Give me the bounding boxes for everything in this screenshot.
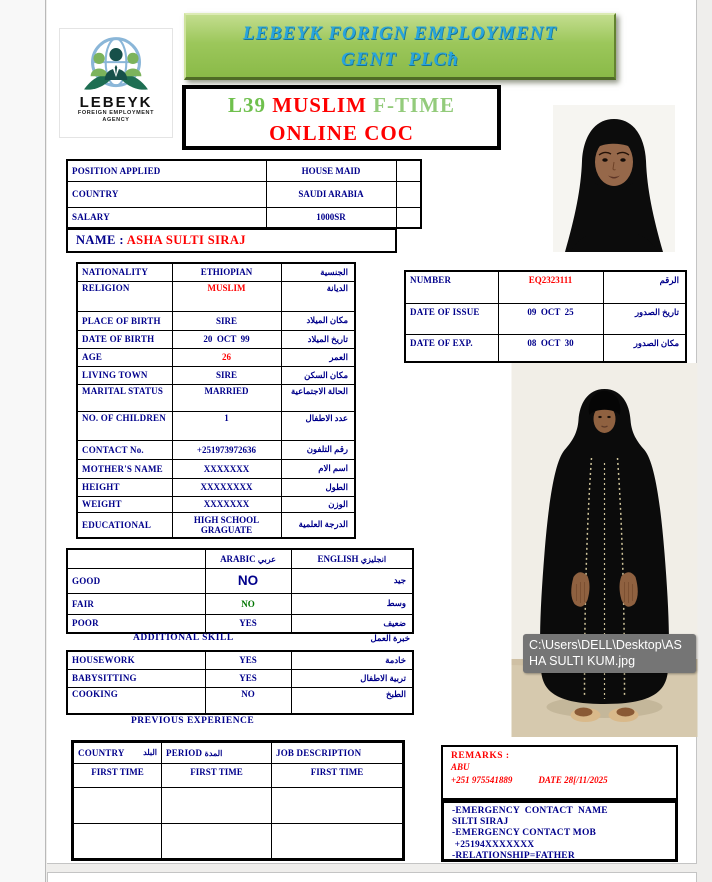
applicant-fullbody-photo[interactable] xyxy=(511,363,698,737)
exp-cell xyxy=(162,824,272,860)
empty-cell xyxy=(396,207,421,228)
name-separator: : xyxy=(115,233,127,247)
row-label: DATE OF EXP. xyxy=(405,334,498,362)
exp-header-period xyxy=(162,742,272,764)
row-arabic: تاريخ الميلاد xyxy=(281,330,355,348)
row-label: PLACE OF BIRTH xyxy=(77,311,172,330)
exp-cell: FIRST TIME xyxy=(73,764,162,788)
row-arabic: وسط xyxy=(291,593,413,614)
row-value: YES xyxy=(205,614,291,633)
row-arabic: مكان السكن xyxy=(281,366,355,384)
country-header-label: COUNTRY xyxy=(78,748,125,758)
row-label: DATE OF BIRTH xyxy=(77,330,172,348)
next-page-edge xyxy=(47,872,697,882)
fullbody-illustration xyxy=(511,363,698,737)
country-header-arabic: البلد xyxy=(143,748,157,757)
english-header-arabic: انجليزي xyxy=(360,554,387,564)
period-header-label: PERIOD xyxy=(166,748,203,758)
empty-cell xyxy=(396,160,421,181)
emergency-contact-name-label: -EMERGENCY CONTACT NAME xyxy=(452,806,608,816)
remarks-date: DATE 28[/11/2025 xyxy=(538,775,608,785)
emergency-contact-name: SILTI SIRAJ xyxy=(452,817,509,828)
row-value: XXXXXXX xyxy=(172,496,281,512)
row-value: 1 xyxy=(172,411,281,440)
language-header-arabic xyxy=(205,549,291,568)
position-applied-table xyxy=(66,159,422,229)
title-code: L39 xyxy=(227,93,266,117)
agency-banner xyxy=(184,13,616,80)
doc-title-line-2: ONLINE COC xyxy=(269,121,414,145)
title-word1: MUSLIM xyxy=(272,93,367,117)
row-value: HIGH SCHOOL GRAGUATE xyxy=(172,512,281,538)
additional-skill-title: ADDITIONAL SKILL xyxy=(133,633,234,643)
row-arabic: مكان الصدور xyxy=(603,334,686,362)
remarks-title: REMARKS : xyxy=(451,751,510,761)
additional-skill-title-arabic: خبرة العمل xyxy=(370,633,410,643)
row-label: RELIGION xyxy=(77,281,172,311)
row-value: 20 OCT 99 xyxy=(172,330,281,348)
row-value: YES xyxy=(205,651,291,669)
personal-info-table xyxy=(76,262,356,539)
row-label: POOR xyxy=(67,614,205,633)
exp-header-country xyxy=(73,742,162,764)
row-label: COUNTRY xyxy=(67,181,266,207)
row-value: NO xyxy=(205,593,291,614)
row-arabic: الجنسية xyxy=(281,263,355,281)
passport-info-table xyxy=(404,270,687,363)
row-arabic: تربية الاطفال xyxy=(291,669,413,687)
row-value: XXXXXXX xyxy=(172,459,281,478)
remarks-box xyxy=(441,745,678,800)
row-arabic: جيد xyxy=(291,568,413,593)
row-arabic: خادمة xyxy=(291,651,413,669)
row-value: NO xyxy=(205,568,291,593)
row-arabic: مكان الميلاد xyxy=(281,311,355,330)
arabic-header-arabic: عربي xyxy=(257,554,276,564)
name-label: NAME xyxy=(76,233,116,247)
row-value: ETHIOPIAN xyxy=(172,263,281,281)
row-label: MARITAL STATUS xyxy=(77,384,172,411)
row-label: HOUSEWORK xyxy=(67,651,205,669)
exp-header-job: JOB DESCRIPTION xyxy=(272,742,404,764)
applicant-name-banner xyxy=(66,228,397,253)
row-value: EQ2323111 xyxy=(498,271,603,303)
title-word2: F-TIME xyxy=(373,93,455,117)
viewer-left-margin xyxy=(0,0,46,882)
row-arabic: الرقم xyxy=(603,271,686,303)
photo-path-tooltip: C:\Users\DELL\Desktop\ASHA SULTI KUM.jpg xyxy=(523,634,696,673)
row-label: SALARY xyxy=(67,207,266,228)
row-value: 26 xyxy=(172,348,281,366)
row-label: LIVING TOWN xyxy=(77,366,172,384)
emergency-contact-mob-label: -EMERGENCY CONTACT MOB xyxy=(452,828,597,839)
logo-title: LEBEYK xyxy=(79,94,153,111)
row-arabic: الوزن xyxy=(281,496,355,512)
row-label: NUMBER xyxy=(405,271,498,303)
emergency-contact-mob: +25194XXXXXXX xyxy=(452,839,535,850)
row-arabic: الطبخ xyxy=(291,687,413,714)
previous-experience-table xyxy=(71,740,405,861)
logo-subtitle-2: AGENCY xyxy=(102,117,130,123)
arabic-header-label: ARABIC xyxy=(220,553,256,564)
row-arabic: اسم الام xyxy=(281,459,355,478)
row-value: HOUSE MAID xyxy=(266,160,396,181)
row-label: COOKING xyxy=(67,687,205,714)
applicant-portrait-photo[interactable] xyxy=(553,105,675,252)
language-skill-table xyxy=(66,548,414,634)
row-arabic: رقم التلفون xyxy=(281,440,355,459)
logo-globe-icon xyxy=(68,33,164,95)
language-header-english xyxy=(291,549,413,568)
exp-cell xyxy=(272,788,404,824)
doc-title-line-1 xyxy=(186,91,497,119)
banner-line-2: GENT PLCћ xyxy=(341,49,459,70)
exp-cell xyxy=(272,824,404,860)
applicant-name: ASHA SULTI SIRAJ xyxy=(126,233,246,247)
exp-cell xyxy=(162,788,272,824)
row-arabic: الدرجة العلمية xyxy=(281,512,355,538)
row-label: WEIGHT xyxy=(77,496,172,512)
remarks-phone: +251 975541889 xyxy=(451,775,513,785)
logo-subtitle-1: FOREIGN EMPLOYMENT xyxy=(77,110,155,116)
empty-cell xyxy=(67,549,205,568)
row-value: SAUDI ARABIA xyxy=(266,181,396,207)
row-label: CONTACT No. xyxy=(77,440,172,459)
row-label: FAIR xyxy=(67,593,205,614)
row-label: NO. OF CHILDREN xyxy=(77,411,172,440)
row-arabic: تاريخ الصدور xyxy=(603,303,686,334)
exp-cell: FIRST TIME xyxy=(272,764,404,788)
row-value: 09 OCT 25 xyxy=(498,303,603,334)
additional-skill-table xyxy=(66,650,414,715)
row-label: NATIONALITY xyxy=(77,263,172,281)
row-label: DATE OF ISSUE xyxy=(405,303,498,334)
row-arabic: عدد الاطفال xyxy=(281,411,355,440)
period-header-arabic: المدة xyxy=(204,749,223,758)
row-arabic: ضعيف xyxy=(291,614,413,633)
remarks-name: ABU xyxy=(451,762,470,772)
row-label: MOTHER'S NAME xyxy=(77,459,172,478)
document-page[interactable] xyxy=(47,0,697,864)
row-label: EDUCATIONAL xyxy=(77,512,172,538)
banner-line-1: LEBEYK FORIGN EMPLOYMENT xyxy=(242,23,558,44)
agency-logo xyxy=(59,28,173,138)
empty-cell xyxy=(396,181,421,207)
row-value: YES xyxy=(205,669,291,687)
row-value: MARRIED xyxy=(172,384,281,411)
row-arabic: الديانة xyxy=(281,281,355,311)
exp-cell xyxy=(73,788,162,824)
emergency-contact-box xyxy=(441,800,678,862)
previous-experience-heading xyxy=(66,716,412,729)
previous-experience-title: PREVIOUS EXPERIENCE xyxy=(131,716,255,726)
row-value: SIRE xyxy=(172,311,281,330)
row-arabic: العمر xyxy=(281,348,355,366)
row-value: NO xyxy=(205,687,291,714)
doc-title-box xyxy=(182,85,501,150)
row-label: BABYSITTING xyxy=(67,669,205,687)
row-arabic: الطول xyxy=(281,478,355,496)
additional-skill-heading xyxy=(66,633,412,646)
row-value: 1000SR xyxy=(266,207,396,228)
exp-cell: FIRST TIME xyxy=(162,764,272,788)
emergency-relationship: -RELATIONSHIP=FATHER xyxy=(452,850,575,861)
english-header-label: ENGLISH xyxy=(317,553,359,564)
exp-cell xyxy=(73,824,162,860)
remarks-phone-date xyxy=(451,774,668,787)
row-label: HEIGHT xyxy=(77,478,172,496)
row-label: GOOD xyxy=(67,568,205,593)
row-value: 08 OCT 30 xyxy=(498,334,603,362)
row-label: AGE xyxy=(77,348,172,366)
row-label: POSITION APPLIED xyxy=(67,160,266,181)
row-value: SIRE xyxy=(172,366,281,384)
row-arabic: الحالة الاجتماعية xyxy=(281,384,355,411)
row-value: MUSLIM xyxy=(172,281,281,311)
portrait-illustration xyxy=(553,105,675,252)
row-value: +251973972636 xyxy=(172,440,281,459)
row-value: XXXXXXXX xyxy=(172,478,281,496)
